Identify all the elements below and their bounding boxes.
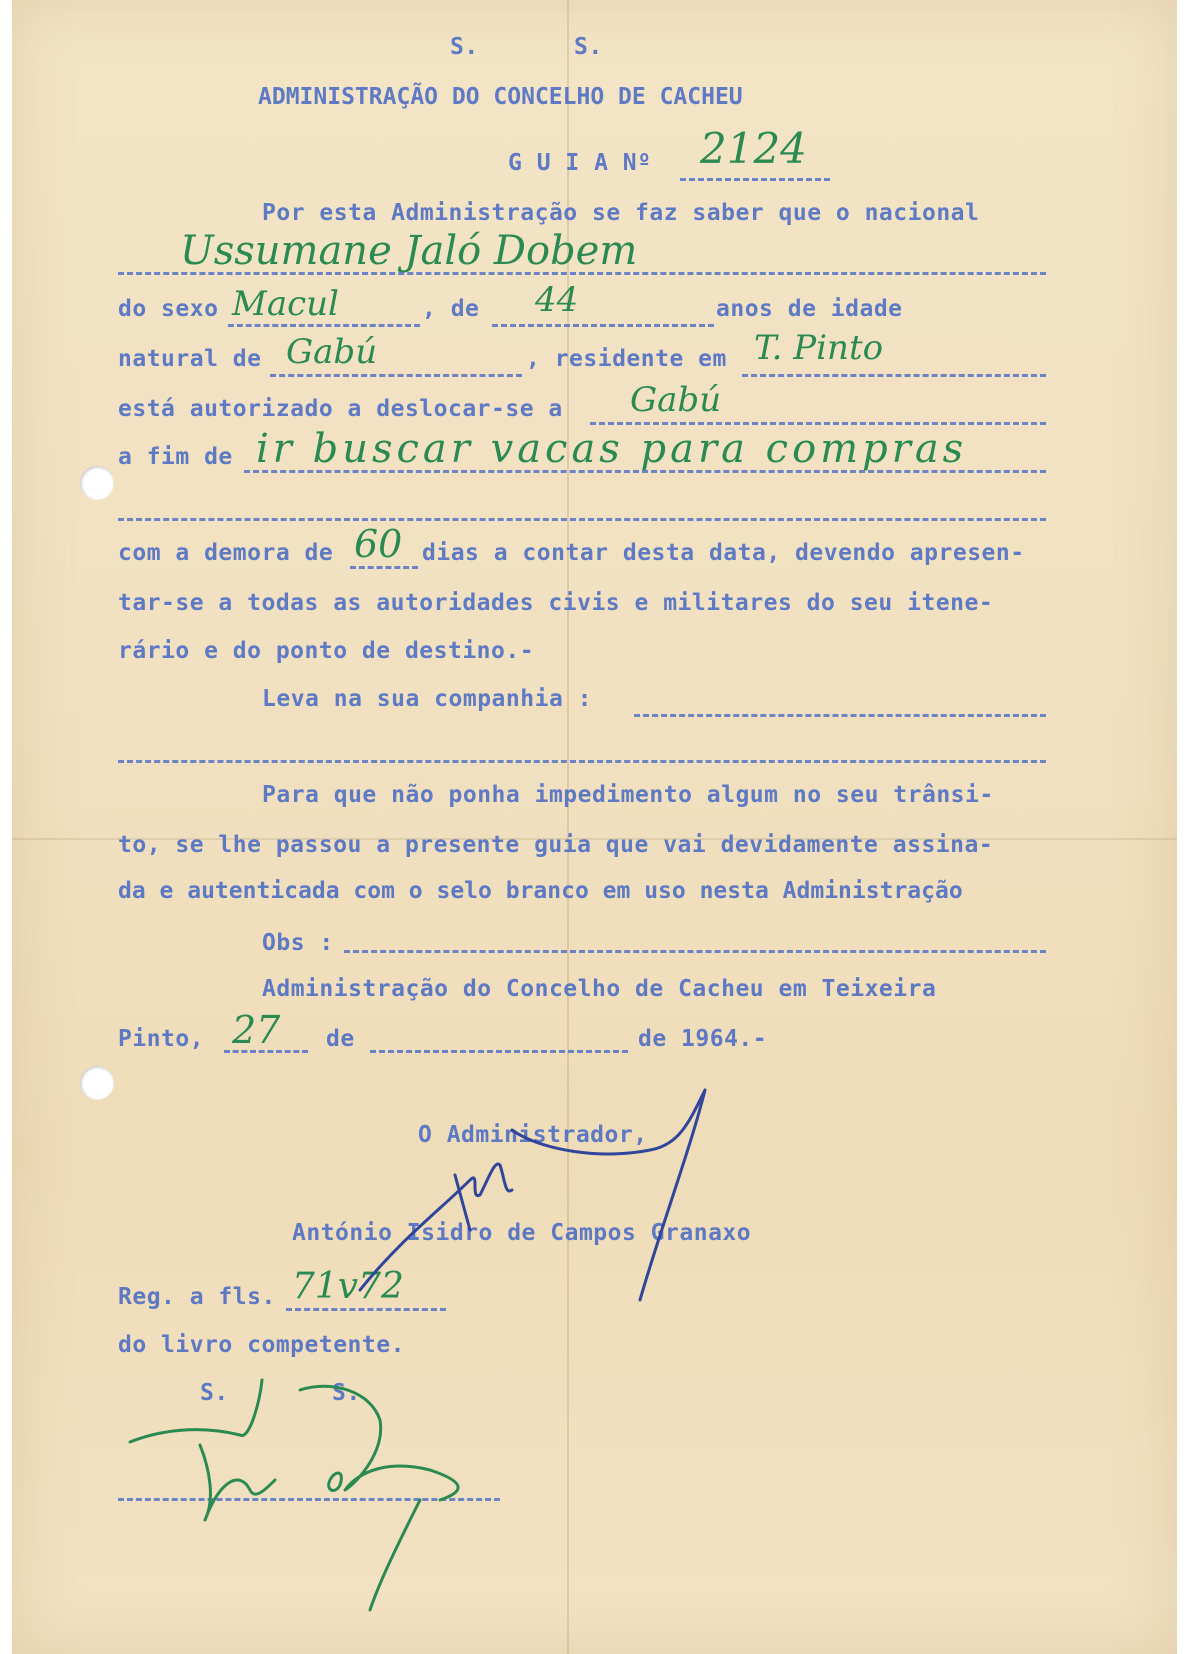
signatory-title: O Administrador, (418, 1122, 648, 1148)
sexo-label: do sexo (118, 296, 219, 322)
guia-label: G U I A Nº (508, 150, 652, 176)
registry-value: 71v72 (292, 1266, 404, 1307)
residente-label: , residente em (526, 346, 727, 372)
date-prefix: Pinto, (118, 1026, 205, 1052)
field-idade: 44 (535, 280, 579, 320)
demora-prefix: com a demora de (118, 540, 334, 566)
administrator-signature (360, 1090, 705, 1300)
field-sexo: Macul (232, 284, 339, 324)
date-year: de 1964.- (638, 1026, 768, 1052)
destino-label: está autorizado a deslocar-se a (118, 396, 563, 422)
demora-suffix: dias a contar desta data, devendo apresen- (422, 540, 1025, 566)
header-ss-right: S. (574, 34, 603, 60)
obs-label: Obs : (262, 930, 334, 956)
fim-label: a fim de (118, 444, 233, 470)
footer-ss-left: S. (200, 1380, 229, 1406)
intro-line: Por esta Administração se faz saber que o nacional (262, 200, 980, 226)
guia-number: 2124 (700, 124, 807, 173)
date-day: 27 (232, 1008, 281, 1052)
body-line-1: tar-se a todas as autoridades civis e militares do seu itene- (118, 590, 994, 616)
registry-line-2: do livro competente. (118, 1332, 405, 1358)
companhia-label: Leva na sua companhia : (262, 686, 592, 712)
field-residente: T. Pinto (754, 328, 884, 368)
bottom-signature (130, 1380, 458, 1610)
field-natural: Gabú (286, 332, 378, 372)
closing-line-3: da e autenticada com o selo branco em uso nesta Administração (118, 878, 963, 904)
body-line-2: rário e do ponto de destino.- (118, 638, 535, 664)
closing-line-2: to, se lhe passou a presente guia que vai devidamente assina- (118, 832, 994, 858)
place-line: Administração do Concelho de Cacheu em Teixeira (262, 976, 937, 1002)
signatory-name: António Isidro de Campos Granaxo (292, 1220, 752, 1246)
field-nome: Ussumane Jaló Dobem (180, 228, 638, 274)
footer-ss-right: S. (332, 1380, 361, 1406)
field-destino: Gabú (630, 380, 722, 420)
registry-label: Reg. a fls. (118, 1284, 276, 1310)
field-demora: 60 (354, 522, 403, 566)
idade-suffix: anos de idade (716, 296, 903, 322)
closing-line-1: Para que não ponha impedimento algum no seu trânsi- (262, 782, 994, 808)
idade-label: , de (422, 296, 480, 322)
date-de-1: de (326, 1026, 355, 1052)
field-fim: ir buscar vacas para compras (256, 426, 968, 472)
office-heading: ADMINISTRAÇÃO DO CONCELHO DE CACHEU (258, 84, 743, 110)
header-ss-left: S. (450, 34, 479, 60)
natural-label: natural de (118, 346, 262, 372)
